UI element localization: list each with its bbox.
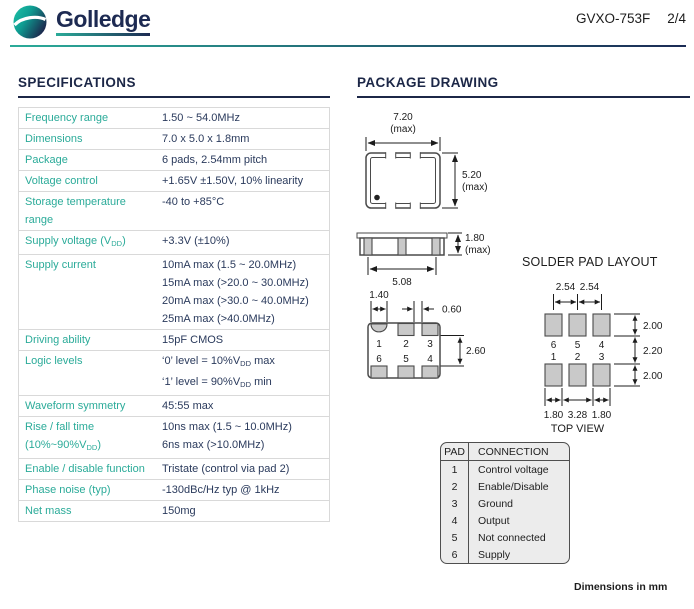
dim-width-qualifier: (max): [390, 124, 416, 135]
dim-pad-width-label: 1.40: [369, 290, 389, 301]
spec-label-line: Package: [25, 154, 68, 166]
spec-label: [19, 256, 162, 328]
spec-label-line: Dimensions: [25, 133, 83, 145]
pad-table-row: [441, 461, 569, 478]
dim-vertical-label: 2.00: [643, 371, 663, 382]
dim-vertical-label: 2.00: [643, 321, 663, 332]
spec-label-line: Supply voltage $(V_{DD})$: [25, 235, 126, 248]
spec-row: [19, 350, 329, 395]
pad-table-body: [441, 461, 569, 563]
spec-label-line: $(10\%\sim 90\%V_{DD})$: [25, 439, 101, 452]
spec-value-line: 6ns max (>10.0MHz): [162, 439, 265, 451]
pin-number: 1: [376, 339, 382, 350]
spec-row: [19, 395, 329, 416]
dim-height-label: 5.20: [462, 170, 482, 181]
logo: [12, 4, 150, 40]
spec-label: [19, 172, 162, 190]
pin-number: 1: [550, 352, 557, 363]
spec-label-line: Net mass: [25, 505, 72, 517]
spec-value-line: 20mA max (>30.0 ~ 40.0MHz): [162, 295, 309, 307]
spec-row: [19, 254, 329, 329]
pad-connection: Enable/Disable: [478, 480, 549, 493]
brand-underline: [56, 33, 150, 36]
pad-number: 6: [441, 546, 469, 563]
spec-label: [19, 109, 162, 127]
spec-label-line: Supply current: [25, 259, 96, 271]
spec-value: [162, 172, 329, 190]
dim-pitch-label: 2.54: [579, 282, 600, 293]
dim-width-label: 7.20: [393, 112, 413, 123]
pad-number: 4: [441, 512, 469, 529]
pin-number: 2: [574, 352, 581, 363]
top-view-caption: TOP VIEW: [550, 423, 605, 435]
solder-pad-layout-drawing: [516, 272, 694, 436]
spec-row: [19, 479, 329, 500]
golledge-logo-icon: [12, 4, 48, 40]
pad-number: 2: [441, 478, 469, 495]
spec-label: [19, 193, 162, 229]
spec-value: [162, 481, 329, 499]
document-reference: [576, 11, 686, 26]
spec-value-line: 6 pads, 2.54mm pitch: [162, 154, 268, 166]
spec-label-line: Enable / disable function: [25, 463, 145, 475]
brand-name: Golledge: [56, 6, 151, 32]
pad-number: 5: [441, 529, 469, 546]
spec-label-line: Waveform symmetry: [25, 400, 126, 412]
specifications-title: SPECIFICATIONS: [18, 75, 330, 98]
spec-value-line: 15pF CMOS: [162, 334, 224, 346]
spec-row: [19, 108, 329, 128]
dim-height-qualifier: (max): [462, 182, 488, 193]
dim-horizontal-label: 1.80: [543, 410, 564, 421]
spec-value: [162, 460, 329, 478]
spec-value-line: 150mg: [162, 505, 196, 517]
connection-header-cell: CONNECTION: [478, 445, 549, 458]
spec-value-line: +3.3V (±10%): [162, 235, 230, 247]
pin-number: 3: [598, 352, 605, 363]
pad-table-row: [441, 546, 569, 563]
dimensions-note: Dimensions in mm: [574, 581, 668, 593]
spec-row: [19, 170, 329, 191]
pin-number: 4: [427, 354, 433, 365]
package-bottom-view-drawing: [352, 284, 502, 396]
spec-label: [19, 418, 162, 457]
spec-table: [18, 107, 330, 522]
package-outline: [366, 152, 440, 210]
dim-pad-gap-label: 0.60: [442, 304, 462, 316]
spec-value: [162, 352, 329, 394]
spec-label-line: Frequency range: [25, 112, 109, 124]
spec-label-line: Driving ability: [25, 334, 91, 346]
spec-value: [162, 151, 329, 169]
spec-label: [19, 232, 162, 253]
dim-vertical-label: 2.20: [643, 346, 663, 357]
pad-number: 1: [441, 461, 469, 478]
pad-table-row: [441, 529, 569, 546]
dim-row-spacing-label: 2.60: [466, 346, 486, 357]
header-divider: [10, 45, 686, 47]
spec-label-line: Logic levels: [25, 355, 83, 367]
spec-label: [19, 397, 162, 415]
pad-connection: Supply: [478, 548, 511, 561]
specifications-section: [18, 75, 330, 522]
pad-table-row: [441, 495, 569, 512]
pad-header-cell: PAD: [441, 443, 469, 460]
pad-connection: Control voltage: [478, 463, 549, 476]
spec-row: [19, 416, 329, 458]
spec-value: [162, 109, 329, 127]
package-drawing-title: PACKAGE DRAWING: [357, 75, 690, 98]
pin-number: 6: [550, 340, 557, 351]
spec-value: [162, 418, 329, 457]
spec-label-line: Phase noise (typ): [25, 484, 111, 496]
spec-label: [19, 352, 162, 394]
spec-row: [19, 500, 329, 521]
spec-value: [162, 193, 329, 229]
brand-wrap: [56, 6, 150, 36]
spec-value-line: Tristate (control via pad 2): [162, 463, 290, 475]
spec-label-line: Rise / fall time: [25, 421, 95, 433]
dim-horizontal-label: 1.80: [591, 410, 612, 421]
spec-value: [162, 256, 329, 328]
spec-value: [162, 232, 329, 253]
pad-connection: Not connected: [478, 531, 546, 544]
spec-label: [19, 151, 162, 169]
model-number: GVXO-753F: [575, 11, 651, 26]
spec-label: [19, 130, 162, 148]
pad-connection-table: [440, 442, 570, 564]
spec-value-line: 15mA max (>20.0 ~ 30.0MHz): [162, 277, 309, 289]
spec-value: [162, 130, 329, 148]
dimension-lines: [545, 294, 640, 406]
spec-label-line: range: [25, 214, 54, 226]
page-number: 2/4: [667, 11, 686, 26]
spec-value-line: 25mA max (>40.0MHz): [162, 313, 275, 325]
spec-value-line: 7.0 x 5.0 x 1.8mm: [162, 133, 250, 145]
dim-pitch-label: 2.54: [555, 282, 576, 293]
spec-label: [19, 460, 162, 478]
dim-span-label: 5.08: [392, 277, 412, 288]
pin-number: 5: [403, 354, 409, 365]
package-outline: [357, 233, 447, 255]
spec-value-line: ‘1’ level = $90\%V_{DD}$ min: [162, 376, 272, 389]
spec-value: [162, 397, 329, 415]
spec-row: [19, 128, 329, 149]
spec-row: [19, 230, 329, 254]
dim-height-label: 1.80: [465, 233, 485, 244]
dim-height-qualifier: (max): [465, 245, 491, 256]
package-outline: [368, 323, 440, 378]
pad-table-header: [441, 443, 569, 461]
spec-value-line: 10mA max (1.5 ~ 20.0MHz): [162, 259, 297, 271]
pad-number: 3: [441, 495, 469, 512]
pad-table-row: [441, 512, 569, 529]
spec-value-line: 10ns max (1.5 ~ 10.0MHz): [162, 421, 292, 433]
pin-number: 5: [574, 340, 581, 351]
pin-number: 2: [403, 339, 409, 350]
package-top-view-drawing: [352, 98, 502, 226]
spec-row: [19, 149, 329, 170]
spec-value-line: ‘0’ level = $10\%V_{DD}$ max: [162, 355, 275, 368]
dim-horizontal-label: 3.28: [567, 410, 588, 421]
spec-value-line: -40 to +85°C: [162, 196, 225, 208]
spec-label: [19, 481, 162, 499]
spec-label: [19, 331, 162, 349]
spec-label-line: Storage temperature: [25, 196, 126, 208]
spec-value: [162, 502, 329, 520]
pad-table-row: [441, 478, 569, 495]
spec-value: [162, 331, 329, 349]
pin-number: 4: [598, 340, 605, 351]
spec-row: [19, 191, 329, 230]
pad-connection: Ground: [478, 497, 514, 510]
spec-label-line: Voltage control: [25, 175, 98, 187]
pin1-marker-dot: [374, 195, 380, 201]
pin-number: 3: [427, 339, 433, 350]
spec-value-line: 1.50 ~ 54.0MHz: [162, 112, 240, 124]
pin-number: 6: [376, 354, 382, 365]
spec-value-line: -130dBc/Hz typ @ 1kHz: [162, 484, 280, 496]
pad-connection: Output: [478, 514, 510, 527]
spec-row: [19, 458, 329, 479]
spec-label: [19, 502, 162, 520]
spec-value-line: 45:55 max: [162, 400, 214, 412]
solder-pad-layout-title: SOLDER PAD LAYOUT: [522, 255, 658, 269]
spec-row: [19, 329, 329, 350]
spec-value-line: +1.65V ±1.50V, 10% linearity: [162, 175, 304, 187]
